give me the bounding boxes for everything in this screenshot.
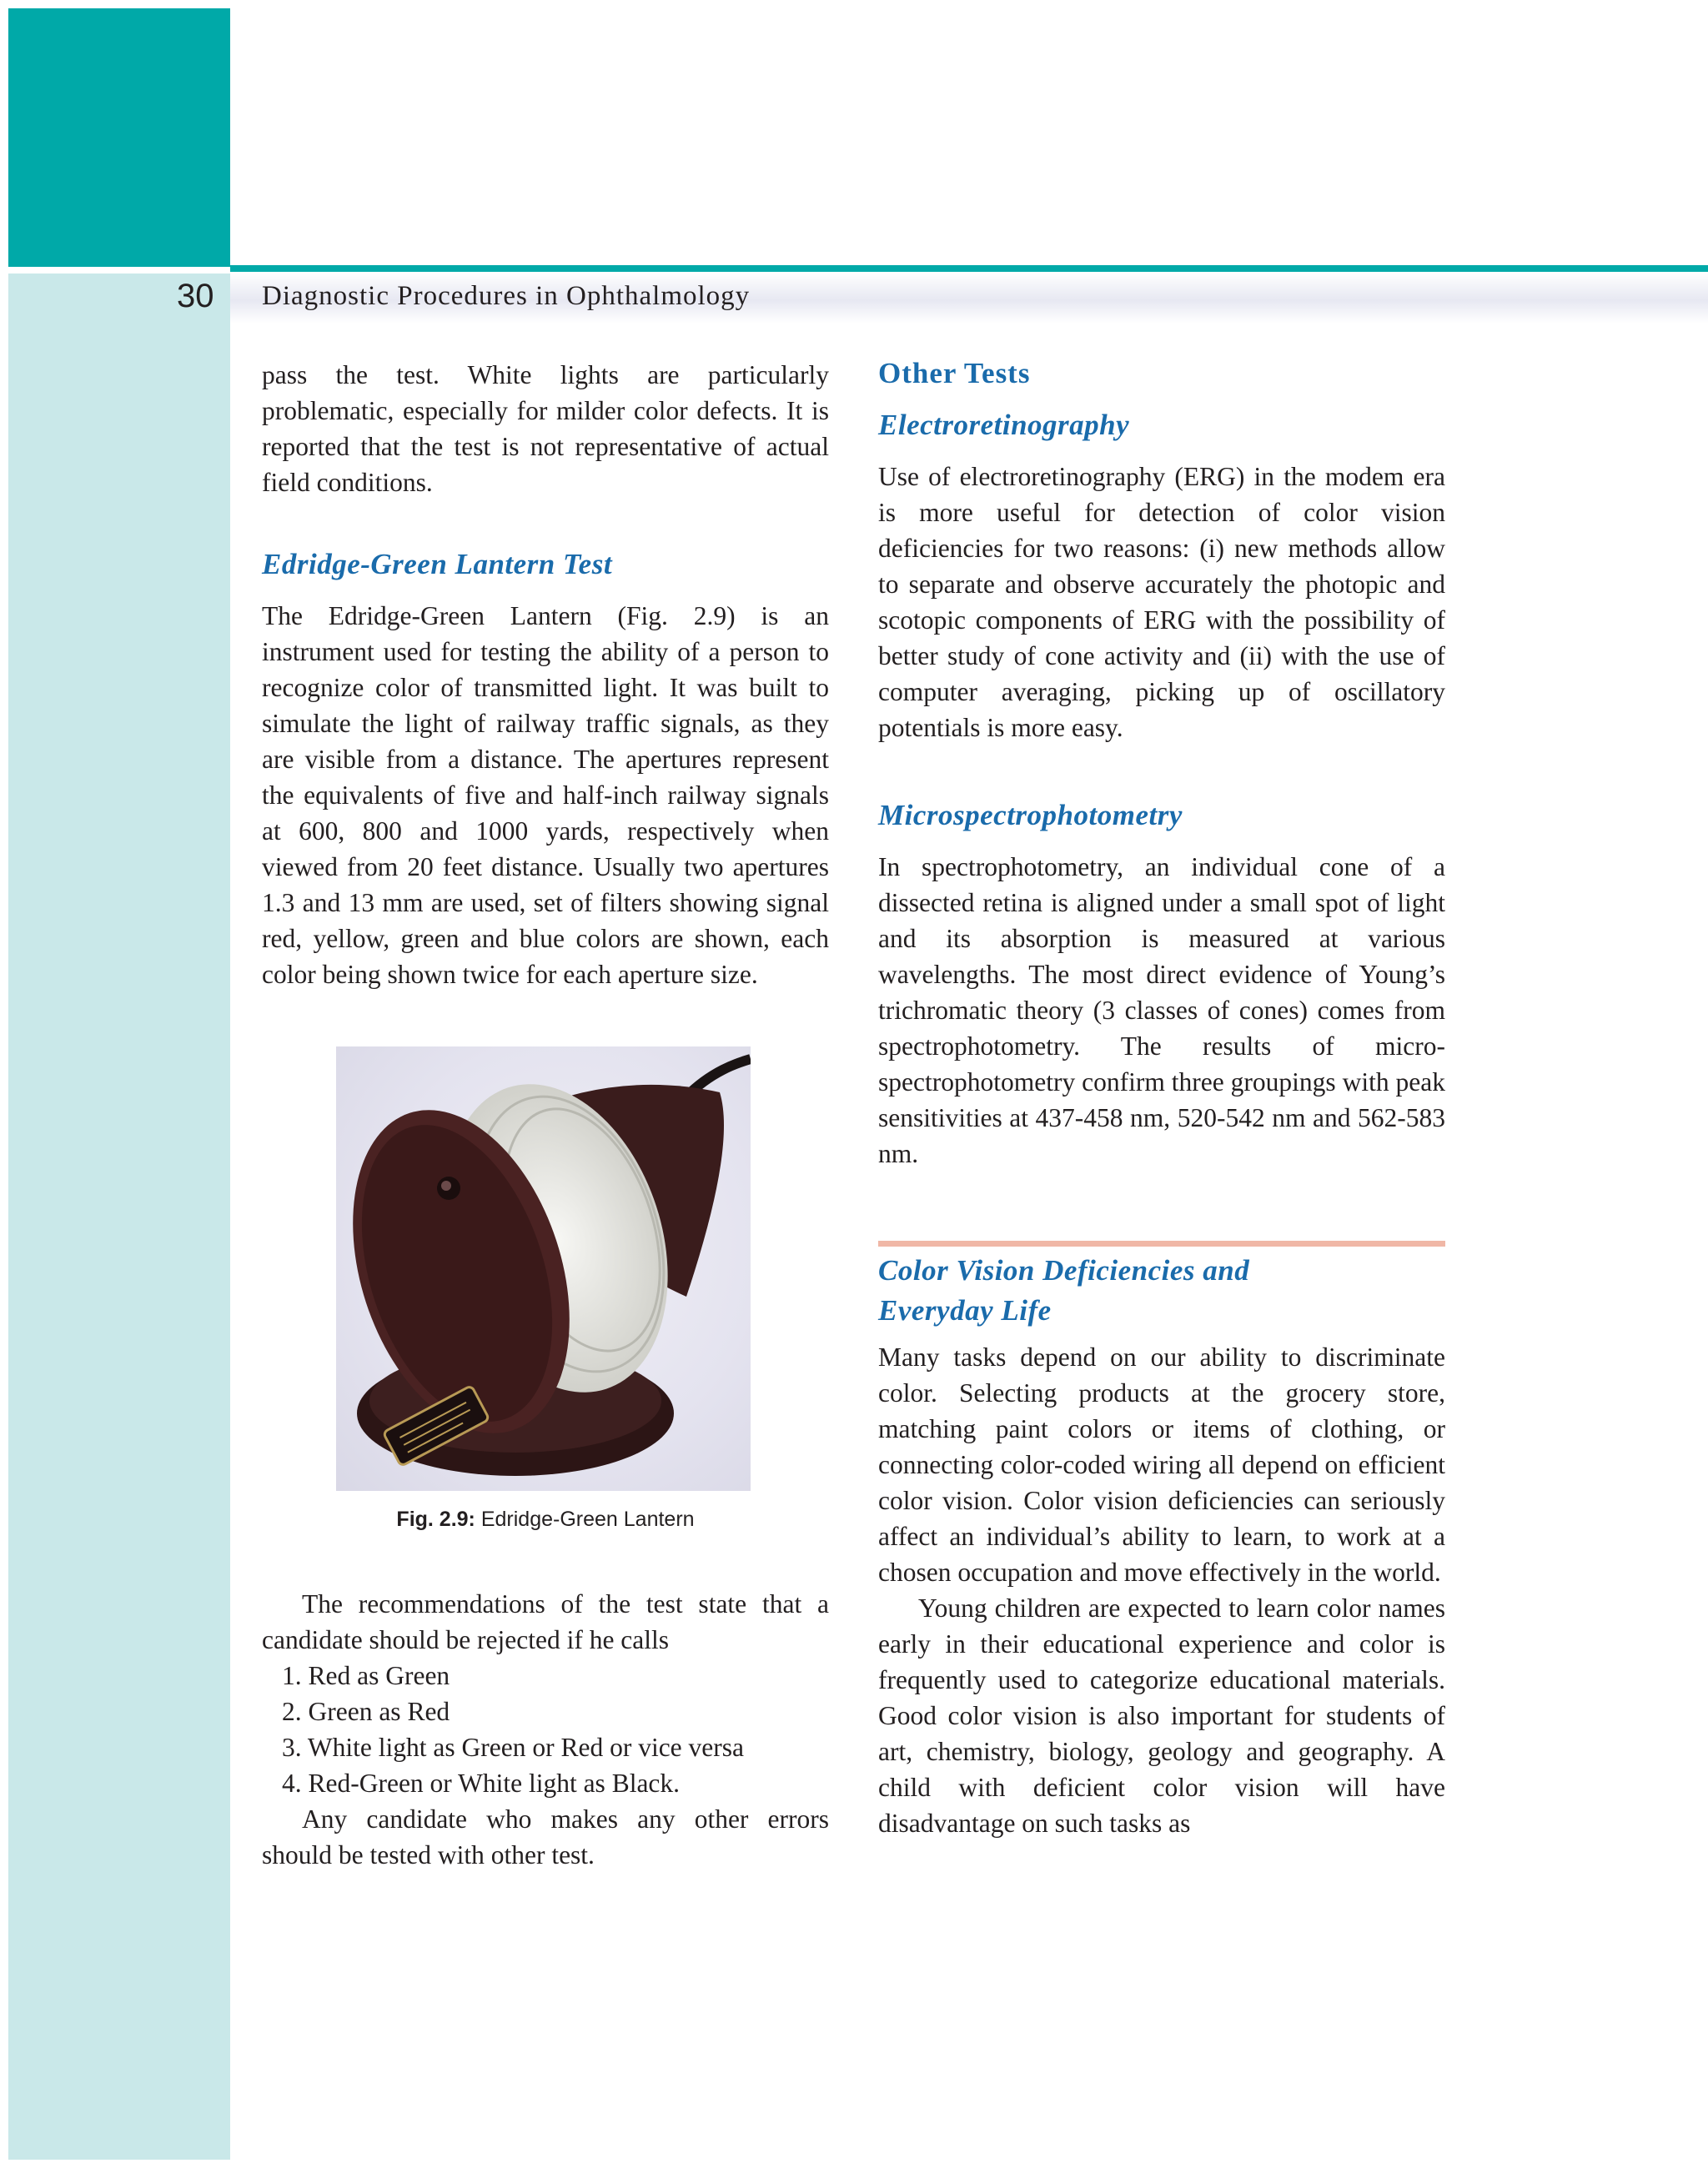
rejection-list [262, 1658, 829, 1801]
edridge-section [262, 548, 829, 992]
edridge-green-lantern-image [336, 1046, 751, 1491]
edridge-heading: Edridge-Green Lantern Test [262, 548, 613, 580]
margin-band-light [8, 274, 230, 2160]
paragraph-intro: pass the test. White lights are particularly problematic, especially for milder color defects. It is reported that the test is not representative of actual field conditions. [262, 360, 829, 497]
erg-paragraph: Use of electroretinography (ERG) in the modem era is more useful for detection of color vision deficiencies for two reasons: (i) new methods allow to separate and observe accurately the photopic and scotopic components of ERG with the possibility of better study of cone activity and (ii) with the use of computer averaging, picking up of oscillatory potentials is more easy. [878, 462, 1445, 742]
cvd-heading-line-2: Everyday Life [878, 1294, 1052, 1327]
list-item: 3. White light as Green or Red or vice versa [282, 1733, 744, 1762]
list-item: 1. Red as Green [282, 1661, 450, 1690]
list-item: 4. Red-Green or White light as Black. [282, 1769, 681, 1798]
cvd-heading-line-1: Color Vision Deficiencies and [878, 1254, 1250, 1287]
running-head: Diagnostic Procedures in Ophthalmology [262, 281, 751, 311]
cvd-section [878, 1251, 1445, 1841]
cvd-paragraph-2: Young children are expected to learn color names early in their educational experience and color is frequently used to categorize educational materials. Good color vision is also important for students of art, chemistry, biology, geology and geography. A child with deficient color vision will have disadvantage on such tasks as [878, 1593, 1445, 1838]
recommendations-section [262, 1586, 829, 1873]
section-divider [878, 1241, 1445, 1247]
cvd-heading [878, 1251, 1445, 1331]
msp-paragraph: In spectrophotometry, an individual cone of a dissected retina is aligned under a small spot of light and its absorption is measured at various wavelengths. The most direct evidence of Young’s trichromatic theory (3 classes of cones) comes from spectrophotometry. The results of micro-spectrophotometry confirm three groupings with peak sensitivities at 437-458 nm, 520-542 nm and 562-583 nm. [878, 852, 1445, 1168]
list-item: 2. Green as Red [282, 1697, 450, 1726]
figure-label: Fig. 2.9: [396, 1508, 475, 1531]
erg-heading: Electroretinography [878, 409, 1130, 441]
page-number: 30 [177, 278, 214, 314]
other-tests-heading: Other Tests [878, 357, 1031, 389]
msp-heading: Microspectrophotometry [878, 799, 1183, 831]
figure-caption-text: Edridge-Green Lantern [480, 1508, 695, 1531]
other-tests-section [878, 357, 1445, 745]
msp-section [878, 799, 1445, 1172]
figure-caption [262, 1508, 829, 1532]
recommendations-paragraph: The recommendations of the test state that a candidate should be rejected if he calls [262, 1589, 829, 1654]
margin-band-dark [8, 8, 230, 267]
closing-paragraph: Any candidate who makes any other errors should be tested with other test. [262, 1804, 829, 1869]
header-rule [230, 265, 1708, 272]
cvd-paragraph-1: Many tasks depend on our ability to discriminate color. Selecting products at the grocery store, matching paint colors or items of clothing, or connecting color-coded wiring all depend on efficient color vision. Color vision deficiencies can seriously affect an individual’s ability to learn, to work at a chosen occupation and move effectively in the world. [878, 1342, 1445, 1587]
edridge-paragraph: The Edridge-Green Lantern (Fig. 2.9) is an instrument used for testing the ability of a person to recognize color of transmitted light. It was built to simulate the light of railway traffic signals, as they are visible from a distance. The apertures represent the equivalents of five and half-inch railway signals at 600, 800 and 1000 yards, respectively when viewed from 20 feet distance. Usually two apertures 1.3 and 13 mm are used, set of filters showing signal red, yellow, green and blue colors are shown, each color being shown twice for each aperture size. [262, 601, 829, 989]
left-column-top [262, 357, 829, 500]
